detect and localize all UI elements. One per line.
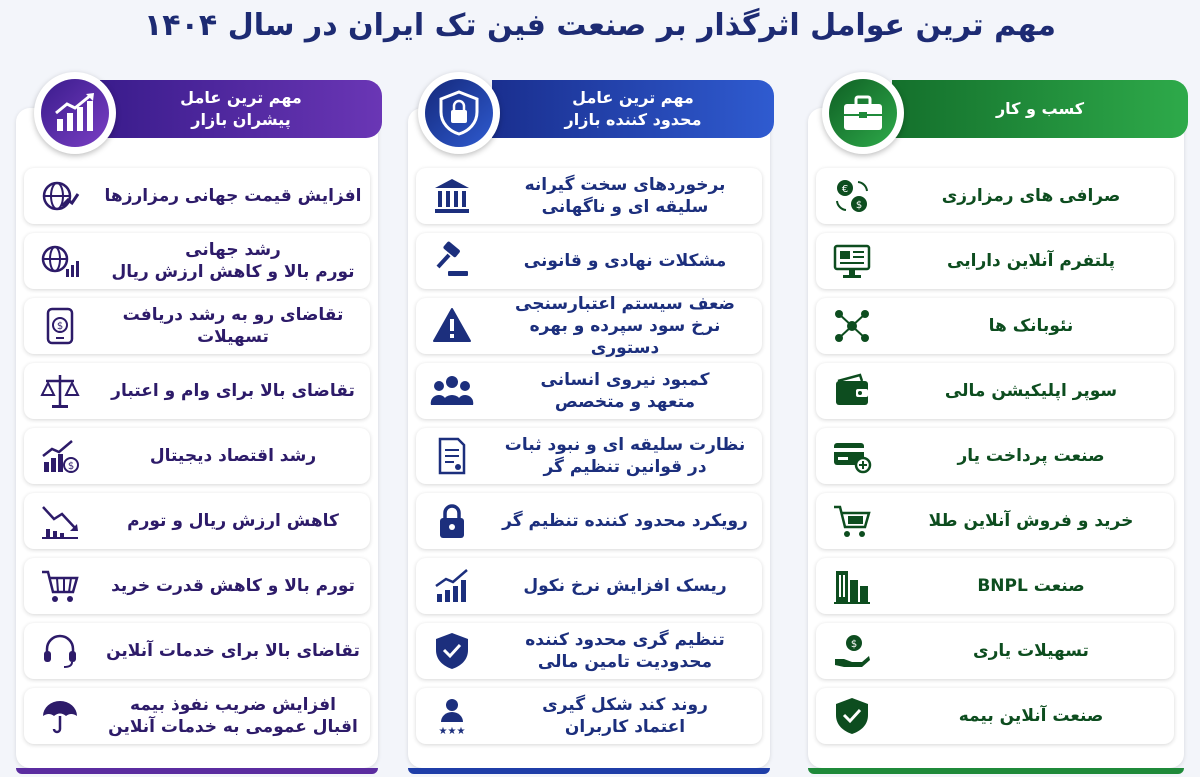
item-line1: رشد جهانی bbox=[185, 239, 281, 260]
item-line1: نظارت سلیقه ای و نبود ثبات bbox=[504, 434, 746, 455]
exchange-icon bbox=[832, 176, 872, 216]
item-line2: محدودیت تامین مالی bbox=[537, 652, 713, 672]
list-item bbox=[416, 558, 762, 614]
drivers-badge bbox=[34, 72, 116, 154]
item-line1: صنعت آنلاین بیمه bbox=[958, 705, 1104, 726]
limiters-header bbox=[492, 80, 774, 138]
lock-icon bbox=[432, 501, 472, 541]
item-line1: سوپر اپلیکیشن مالی bbox=[944, 380, 1118, 401]
list-item bbox=[24, 493, 370, 549]
list-item bbox=[24, 298, 370, 354]
svg-text:$: $ bbox=[855, 200, 863, 211]
item-line1: ریسک افزایش نرخ نکول bbox=[523, 575, 727, 596]
list-item bbox=[416, 233, 762, 289]
list-item bbox=[816, 558, 1174, 614]
list-item bbox=[416, 688, 762, 744]
drivers-header-line1: مهم ترین عامل bbox=[180, 88, 302, 108]
list-item bbox=[816, 493, 1174, 549]
decline-chart-icon bbox=[40, 501, 80, 541]
list-item bbox=[816, 298, 1174, 354]
buildings-icon bbox=[832, 566, 872, 606]
item-line1: کمبود نیروی انسانی bbox=[540, 369, 710, 390]
item-line2: نرخ سود سپرده و بهره دستوری bbox=[529, 315, 721, 359]
item-line1: نئوبانک ها bbox=[988, 315, 1074, 336]
item-line1: کاهش ارزش ریال و تورم bbox=[127, 510, 339, 531]
shield-check-icon bbox=[432, 631, 472, 671]
growth-chart-icon bbox=[53, 93, 97, 133]
briefcase-icon bbox=[841, 93, 885, 133]
user-rating-icon bbox=[430, 696, 474, 736]
business-header-line1: کسب و کار bbox=[995, 99, 1085, 119]
globe-growth-icon bbox=[40, 176, 80, 216]
item-line1: تقاضای بالا برای خدمات آنلاین bbox=[106, 640, 360, 661]
globe-chart-icon bbox=[40, 241, 80, 281]
drivers-header-line2: پیشران بازار bbox=[191, 110, 291, 129]
item-line1: تورم بالا و کاهش قدرت خرید bbox=[111, 575, 355, 596]
page-title: مهم ترین عوامل اثرگذار بر صنعت فین تک ایران در سال ۱۴۰۴ bbox=[144, 8, 1056, 43]
item-line1: تقاضای بالا برای وام و اعتبار bbox=[111, 380, 355, 401]
document-icon bbox=[432, 436, 472, 476]
svg-text:$: $ bbox=[850, 639, 858, 650]
item-line1: برخوردهای سخت گیرانه bbox=[524, 174, 726, 195]
list-item bbox=[416, 363, 762, 419]
list-item bbox=[416, 623, 762, 679]
item-line1: افزایش قیمت جهانی رمزارزها bbox=[104, 185, 362, 206]
insurance-shield-icon bbox=[832, 696, 872, 736]
list-item bbox=[24, 363, 370, 419]
list-item bbox=[24, 233, 370, 289]
item-line1: رویکرد محدود کننده تنظیم گر bbox=[502, 510, 748, 531]
item-line2: اعتماد کاربران bbox=[564, 717, 686, 737]
wallet-icon bbox=[832, 371, 872, 411]
drivers-column bbox=[8, 78, 386, 770]
umbrella-icon bbox=[40, 696, 80, 736]
shield-lock-icon bbox=[437, 90, 481, 136]
item-line1: روند کند شکل گیری bbox=[542, 694, 708, 715]
list-item bbox=[416, 493, 762, 549]
svg-text:$: $ bbox=[67, 461, 75, 472]
limiters-header-line1: مهم ترین عامل bbox=[572, 88, 694, 108]
list-item bbox=[816, 363, 1174, 419]
network-icon bbox=[832, 306, 872, 346]
limiters-column bbox=[400, 78, 778, 770]
list-item bbox=[416, 168, 762, 224]
item-line2: سلیقه ای و ناگهانی bbox=[541, 197, 709, 217]
item-line1: تقاضای رو به رشد دریافت bbox=[122, 304, 344, 325]
list-item bbox=[416, 428, 762, 484]
headset-icon bbox=[40, 631, 80, 671]
item-line2: تورم بالا و کاهش ارزش ریال bbox=[111, 262, 355, 282]
svg-text:$: $ bbox=[56, 321, 64, 332]
list-item bbox=[24, 623, 370, 679]
scale-icon bbox=[40, 371, 80, 411]
list-item bbox=[416, 293, 762, 359]
cart-icon bbox=[40, 566, 80, 606]
svg-text:★★★: ★★★ bbox=[438, 726, 466, 736]
item-line1: پلتفرم آنلاین دارایی bbox=[947, 250, 1115, 271]
drivers-header bbox=[100, 80, 382, 138]
item-line1: صنعت BNPL bbox=[977, 575, 1085, 596]
item-line1: مشکلات نهادی و قانونی bbox=[523, 250, 727, 271]
gold-cart-icon bbox=[832, 501, 872, 541]
item-line1: صنعت پرداخت یار bbox=[957, 445, 1105, 466]
people-icon bbox=[430, 371, 474, 411]
warning-icon bbox=[432, 306, 472, 346]
digital-growth-icon bbox=[40, 436, 80, 476]
item-line2: در قوانین تنظیم گر bbox=[543, 457, 707, 477]
business-column bbox=[800, 78, 1192, 770]
item-line1: خرید و فروش آنلاین طلا bbox=[928, 510, 1134, 531]
list-item bbox=[816, 233, 1174, 289]
list-item bbox=[816, 623, 1174, 679]
list-item bbox=[24, 688, 370, 744]
business-badge bbox=[822, 72, 904, 154]
monitor-icon bbox=[832, 241, 872, 281]
svg-text:€: € bbox=[841, 184, 849, 195]
item-line1: افزایش ضریب نفوذ بیمه bbox=[130, 694, 336, 715]
list-item bbox=[816, 168, 1174, 224]
item-line2: متعهد و متخصص bbox=[554, 392, 696, 412]
limiters-badge bbox=[418, 72, 500, 154]
list-item bbox=[24, 168, 370, 224]
gavel-icon bbox=[432, 241, 472, 281]
list-item bbox=[816, 428, 1174, 484]
item-line1: ضعف سیستم اعتبارسنجی bbox=[515, 293, 735, 314]
item-line1: تسهیلات یاری bbox=[973, 640, 1089, 661]
list-item bbox=[24, 558, 370, 614]
bar-growth-icon bbox=[432, 566, 472, 606]
card-add-icon bbox=[832, 436, 872, 476]
business-header bbox=[892, 80, 1188, 138]
item-line2: تسهیلات bbox=[197, 327, 269, 347]
limiters-header-line2: محدود کننده بازار bbox=[564, 110, 702, 129]
list-item bbox=[24, 428, 370, 484]
bank-icon bbox=[432, 176, 472, 216]
item-line2: اقبال عمومی به خدمات آنلاین bbox=[108, 717, 358, 737]
item-line1: رشد اقتصاد دیجیتال bbox=[149, 445, 317, 466]
mobile-money-icon bbox=[40, 306, 80, 346]
list-item bbox=[816, 688, 1174, 744]
hand-coin-icon bbox=[832, 631, 872, 671]
item-line1: صرافی های رمزارزی bbox=[941, 185, 1121, 206]
item-line1: تنظیم گری محدود کننده bbox=[525, 629, 725, 650]
